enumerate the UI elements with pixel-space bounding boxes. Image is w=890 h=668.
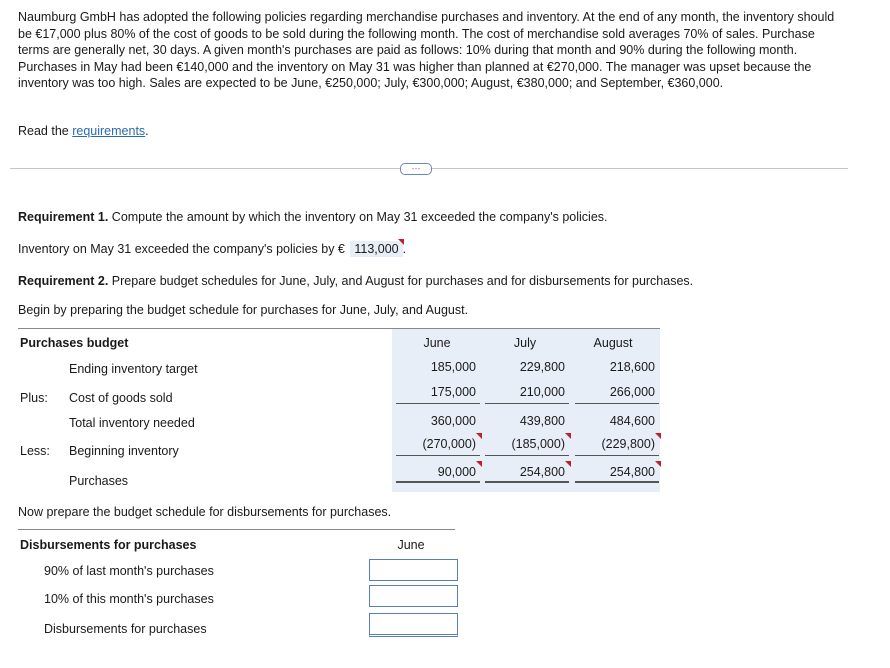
ending-inventory-july[interactable]: 229,800 — [519, 360, 565, 374]
double-rule-june — [396, 481, 480, 483]
ending-inventory-june[interactable]: 185,000 — [430, 360, 476, 374]
disb-total-input[interactable] — [369, 613, 458, 637]
purchases-august-value: 254,800 — [609, 465, 655, 479]
disbursements-month-june: June — [397, 538, 425, 552]
flag-icon — [655, 433, 661, 439]
double-rule-july — [485, 481, 569, 483]
purchases-budget-title: Purchases budget — [20, 336, 129, 350]
beginning-inventory-august[interactable] — [585, 437, 655, 451]
total-needed-june[interactable]: 360,000 — [430, 414, 476, 428]
flag-icon — [476, 461, 482, 467]
beginning-inventory-july-value: (185,000) — [511, 437, 565, 451]
row-label-total-needed: Total inventory needed — [69, 416, 195, 430]
read-prefix: Read the — [18, 124, 73, 138]
row-label-90pct-last-month: 90% of last month's purchases — [44, 564, 214, 578]
flag-icon — [565, 461, 571, 467]
purchases-june-value: 90,000 — [437, 465, 476, 479]
total-rule-june — [396, 455, 480, 456]
answer-flag-icon — [398, 239, 404, 245]
expand-more-button[interactable]: ··· — [400, 163, 432, 175]
read-requirements-line — [18, 124, 149, 138]
disb-10pct-this-month-input[interactable] — [369, 585, 458, 607]
requirement-2-text: Prepare budget schedules for June, July, and August for purchases and for disbursements for purchases. — [108, 274, 694, 288]
row-label-disbursements-total: Disbursements for purchases — [44, 622, 207, 636]
purchases-august[interactable] — [585, 465, 655, 479]
subtotal-rule-june — [396, 403, 480, 404]
total-rule-july — [485, 455, 569, 456]
requirement-1-answer-line — [18, 241, 406, 257]
requirement-1-title: Requirement 1. — [18, 210, 109, 224]
requirement-1-text: Compute the amount by which the inventory on May 31 exceeded the company's policies. — [108, 210, 608, 224]
flag-icon — [655, 461, 661, 467]
purchases-instruction: Begin by preparing the budget schedule for purchases for June, July, and August. — [18, 303, 469, 317]
subtotal-rule-july — [485, 403, 569, 404]
row-label-purchases: Purchases — [69, 474, 129, 488]
month-header-august: August — [593, 336, 633, 350]
beginning-inventory-june-value: (270,000) — [422, 437, 476, 451]
problem-text: Naumburg GmbH has adopted the following policies regarding merchandise purchases and inventory. At the end of any month, the inventory should be €17,000 plus 80% of the cost of goods to be sold during the following month. The cost of merchandise sold averages 70% of sales. Purchase terms are generally net, 30 days. A given month's purchases are paid as follows: 10% during that month and 90% during the following month. Purchases in May had been €140,000 and the inventory on May 31 was higher than planned at €270,000. The manager was upset because the inventory was too high. Sales are expected to be June, €250,000; July, €300,000; August, €380,000; and September, €360,000. — [18, 10, 835, 91]
beginning-inventory-june[interactable] — [406, 437, 476, 451]
read-suffix: . — [145, 124, 149, 138]
ending-inventory-august[interactable]: 218,600 — [609, 360, 655, 374]
answer-suffix: . — [402, 242, 407, 256]
purchases-july[interactable] — [495, 465, 565, 479]
disbursements-title: Disbursements for purchases — [20, 538, 197, 552]
disbursements-table-top-rule — [18, 529, 455, 530]
excess-inventory-value: 113,000 — [354, 242, 399, 256]
month-header-july: July — [513, 336, 537, 350]
beginning-inventory-july[interactable] — [495, 437, 565, 451]
month-header-june: June — [423, 336, 451, 350]
total-needed-july[interactable]: 439,800 — [519, 414, 565, 428]
requirements-link[interactable]: requirements — [72, 124, 146, 138]
row-label-ending-inventory: Ending inventory target — [69, 362, 198, 376]
cogs-august[interactable]: 266,000 — [609, 385, 655, 399]
purchases-june[interactable] — [406, 465, 476, 479]
row-prefix-plus: Plus: — [20, 391, 48, 405]
flag-icon — [476, 433, 482, 439]
answer-prefix: Inventory on May 31 exceeded the company's policies by € — [18, 242, 345, 256]
requirement-2-prompt — [18, 274, 693, 288]
double-rule-august — [575, 481, 659, 483]
total-needed-august[interactable]: 484,600 — [609, 414, 655, 428]
row-prefix-less: Less: — [20, 444, 50, 458]
cogs-july[interactable]: 210,000 — [519, 385, 565, 399]
cogs-june[interactable]: 175,000 — [430, 385, 476, 399]
requirement-2-title: Requirement 2. — [18, 274, 109, 288]
row-label-cogs: Cost of goods sold — [69, 391, 173, 405]
purchases-july-value: 254,800 — [519, 465, 565, 479]
row-label-beginning-inventory: Beginning inventory — [69, 444, 179, 458]
beginning-inventory-august-value: (229,800) — [601, 437, 655, 451]
row-label-10pct-this-month: 10% of this month's purchases — [44, 592, 214, 606]
flag-icon — [565, 433, 571, 439]
disbursements-instruction: Now prepare the budget schedule for disbursements for purchases. — [18, 505, 392, 519]
disb-90pct-last-month-input[interactable] — [369, 559, 458, 581]
total-rule-august — [575, 455, 659, 456]
excess-inventory-answer[interactable] — [350, 241, 402, 257]
subtotal-rule-august — [575, 403, 659, 404]
requirement-1-prompt — [18, 210, 608, 224]
